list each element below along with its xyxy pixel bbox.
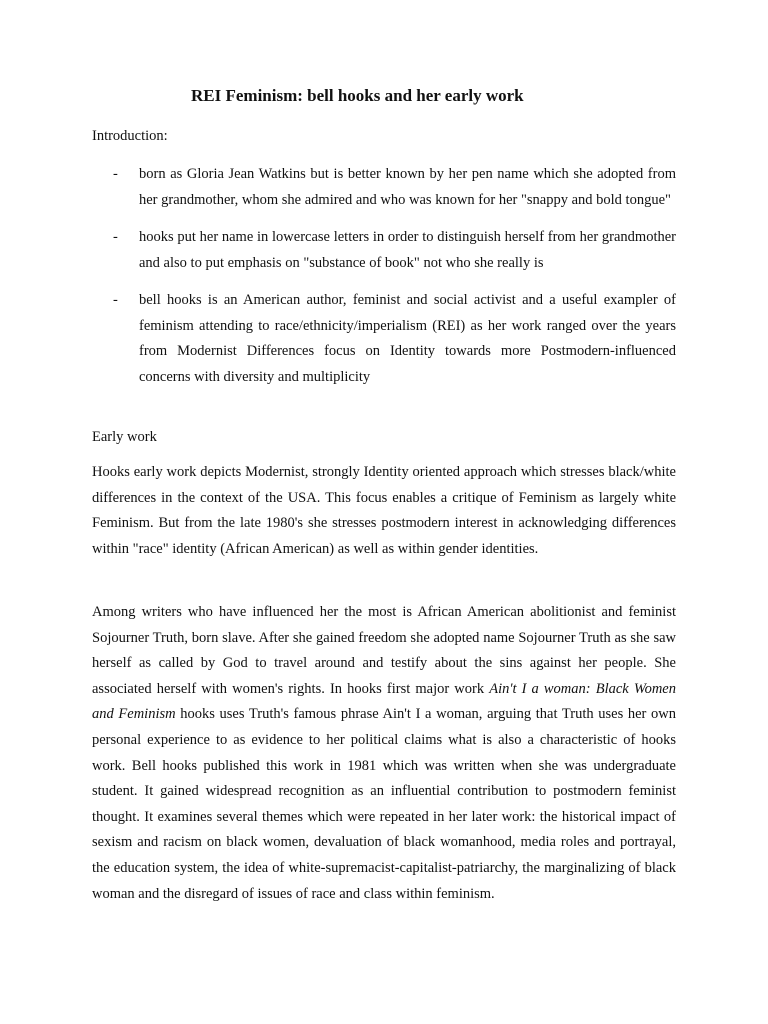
bullet-dash: - (113, 166, 118, 182)
paragraph-early-work: Hooks early work depicts Modernist, strongly Identity oriented approach which stresses black/white differences in the context of the USA. This focus enables a critique of Feminism as largely white Feminism. But from the late 1980's she stresses postmodern interest in acknowledging differences within "race" identity (African American) as well as within gender identities. (92, 464, 676, 557)
book-title: Ain't I a woman: Black Women and Feminism (92, 680, 676, 723)
list-item-text: hooks put her name in lowercase letters in order to distinguish herself from her grandmother and also to put emphasis on "substance of book" not who she really is (139, 229, 676, 271)
paragraph-influences (92, 600, 676, 907)
list-item-text: born as Gloria Jean Watkins but is better known by her pen name which she adopted from her grandmother, whom she admired and who was known for her "snappy and bold tongue" (139, 166, 676, 208)
bullet-dash: - (113, 229, 118, 245)
introduction-list (92, 162, 676, 402)
paragraph-text: hooks uses Truth's famous phrase Ain't I a woman, arguing that Truth uses her own personal experience to as evidence to her political claims what is also a characteristic of hooks work. Bell hooks published this work in 1981 which was written when she was undergraduate student. It gained widespread recognition as an influential contribution to postmodern feminist thought. It examines several themes which were repeated in her later work: the historical impact of sexism and racism on black women, devaluation of black womanhood, media roles and portrayal, the education system, the idea of white-supremacist-capitalist-patriarchy, the marginalizing of black woman and the disregard of issues of race and class within feminism. (92, 706, 677, 902)
list-item-text: bell hooks is an American author, feminist and social activist and a useful exampler of feminism attending to race/ethnicity/imperialism (REI) as her work ranged over the years from Modernist Differences focus on Identity towards more Postmodern-influenced concerns with diversity and multiplicity (139, 292, 676, 385)
introduction-heading: Introduction: (92, 128, 168, 144)
document-title: REI Feminism: bell hooks and her early work (191, 86, 524, 105)
bullet-dash: - (113, 292, 118, 308)
list-item (92, 162, 676, 213)
paragraph-text: Among writers who have influenced her the most is African American abolitionist and feminist Sojourner Truth, born slave. After she gained freedom she adopted name Sojourner Truth as she saw herself as called by God to travel around and testify about the sins against her people. She associated herself with women's rights. In hooks first major work (92, 604, 676, 697)
early-work-heading: Early work (92, 429, 157, 445)
list-item (92, 225, 676, 276)
list-item (92, 288, 676, 390)
